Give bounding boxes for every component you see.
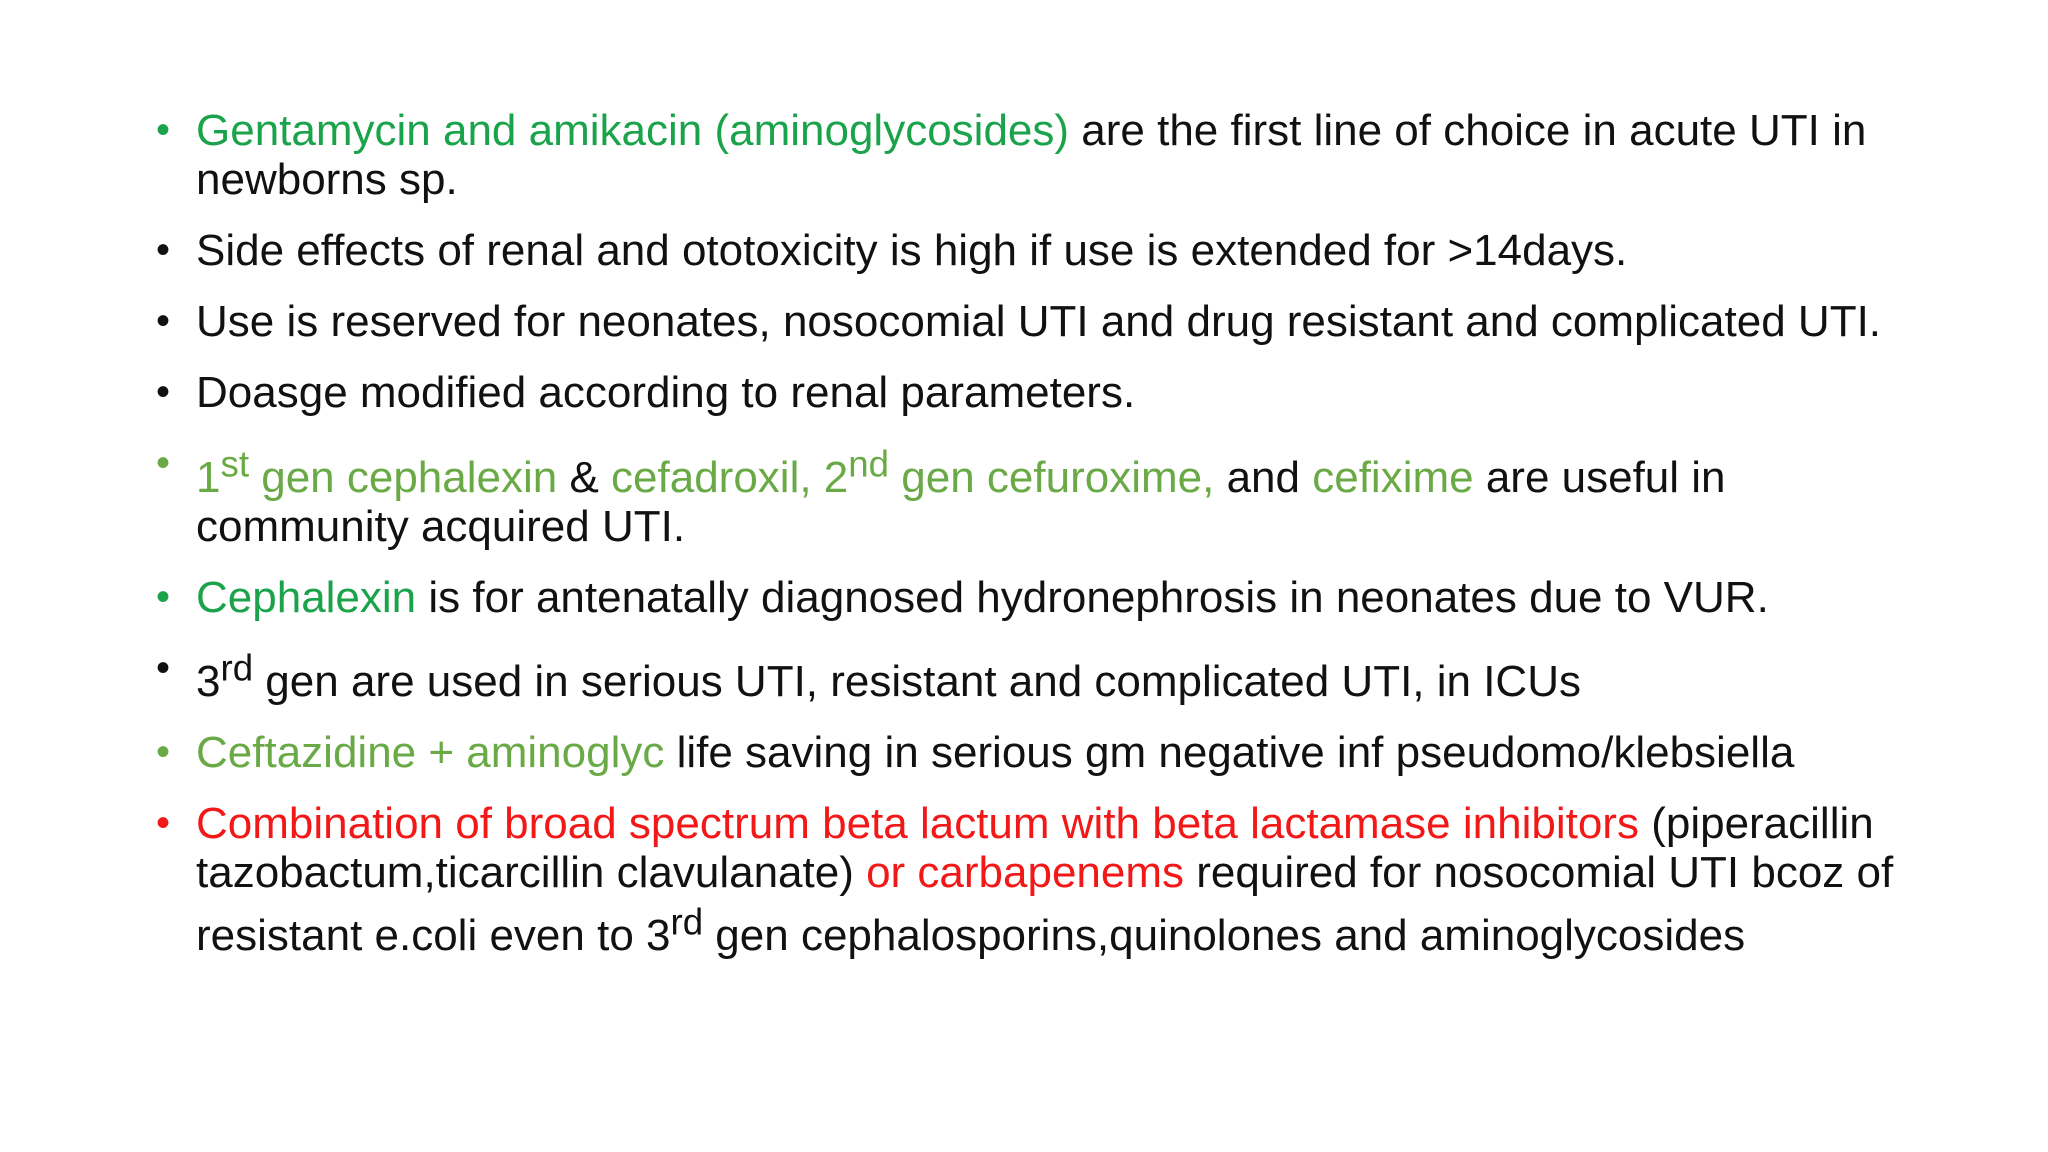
bullet-item	[156, 368, 1916, 417]
text-segment: cefixime	[1312, 452, 1474, 502]
text-segment: Cephalexin	[196, 572, 417, 622]
text-segment: required for nosocomial UTI bcoz of resistant e.coli even to 3	[196, 848, 1906, 960]
bullet-item	[156, 573, 1916, 622]
bullet-text	[196, 443, 1738, 551]
bullet-item	[156, 644, 1916, 707]
bullet-text	[196, 368, 1135, 417]
bullet-item	[156, 226, 1916, 275]
bullet-dot-icon: •	[156, 370, 171, 414]
bullet-text	[196, 297, 1881, 346]
text-segment: &	[557, 452, 612, 502]
bullet-text	[196, 573, 1769, 622]
bullet-dot-icon: •	[156, 299, 171, 343]
superscript-text: rd	[220, 647, 254, 689]
bullet-item	[156, 439, 1916, 551]
bullet-dot-icon: •	[156, 730, 171, 775]
text-segment: (piperacillin tazobactum,ticarcillin clavulanate)	[196, 799, 1886, 898]
bullet-text	[196, 799, 1905, 960]
bullet-dot-icon: •	[156, 441, 171, 485]
text-segment: Doasge modified according to renal parameters.	[196, 368, 1136, 417]
text-segment: gen are used in serious UTI, resistant and complicated UTI, in ICUs	[253, 657, 1581, 707]
text-segment: Side effects of renal and ototoxicity is high if use is extended for >14days.	[196, 226, 1628, 275]
text-segment: and	[1214, 452, 1313, 502]
bullet-text	[196, 226, 1627, 275]
superscript-text: nd	[848, 443, 890, 484]
bullet-dot-icon: •	[156, 574, 171, 619]
bullet-item	[156, 297, 1916, 346]
text-segment: 3	[196, 657, 221, 707]
text-segment: gen cephalexin	[249, 452, 558, 502]
text-segment: are the first line of choice in acute UTI in newborns sp.	[196, 106, 1879, 204]
text-segment: gen cephalosporins,quinolones and aminoglycosides	[703, 910, 1746, 960]
bullet-dot-icon: •	[156, 645, 171, 690]
superscript-text: st	[220, 443, 249, 484]
text-segment: 1	[196, 452, 221, 502]
superscript-text: rd	[670, 901, 704, 943]
text-segment: Combination of broad spectrum beta lactum with beta lactamase inhibitors	[196, 799, 1639, 849]
text-segment: are useful in community acquired UTI.	[196, 452, 1738, 551]
text-segment: gen cefuroxime,	[889, 452, 1215, 502]
bullet-dot-icon: •	[156, 228, 171, 272]
text-segment: Use is reserved for neonates, nosocomial UTI and drug resistant and complicated UTI.	[196, 297, 1882, 346]
text-segment: Gentamycin and amikacin (aminoglycosides)	[196, 106, 1070, 155]
text-segment: cefadroxil, 2	[611, 452, 849, 502]
bullet-list	[156, 106, 1916, 982]
bullet-item	[156, 728, 1916, 777]
bullet-dot-icon: •	[156, 108, 171, 152]
text-segment: Ceftazidine + aminoglyc	[196, 728, 665, 778]
text-segment: life saving in serious gm negative inf pseudomo/klebsiella	[664, 728, 1795, 778]
text-segment: is for antenatally diagnosed hydronephrosis in neonates due to VUR.	[416, 572, 1769, 622]
bullet-text	[196, 647, 1581, 707]
text-segment: or carbapenems	[866, 848, 1185, 898]
bullet-item	[156, 106, 1916, 204]
bullet-text	[196, 728, 1794, 777]
bullet-item	[156, 799, 1916, 960]
bullet-text	[196, 106, 1879, 204]
bullet-dot-icon: •	[156, 801, 171, 846]
